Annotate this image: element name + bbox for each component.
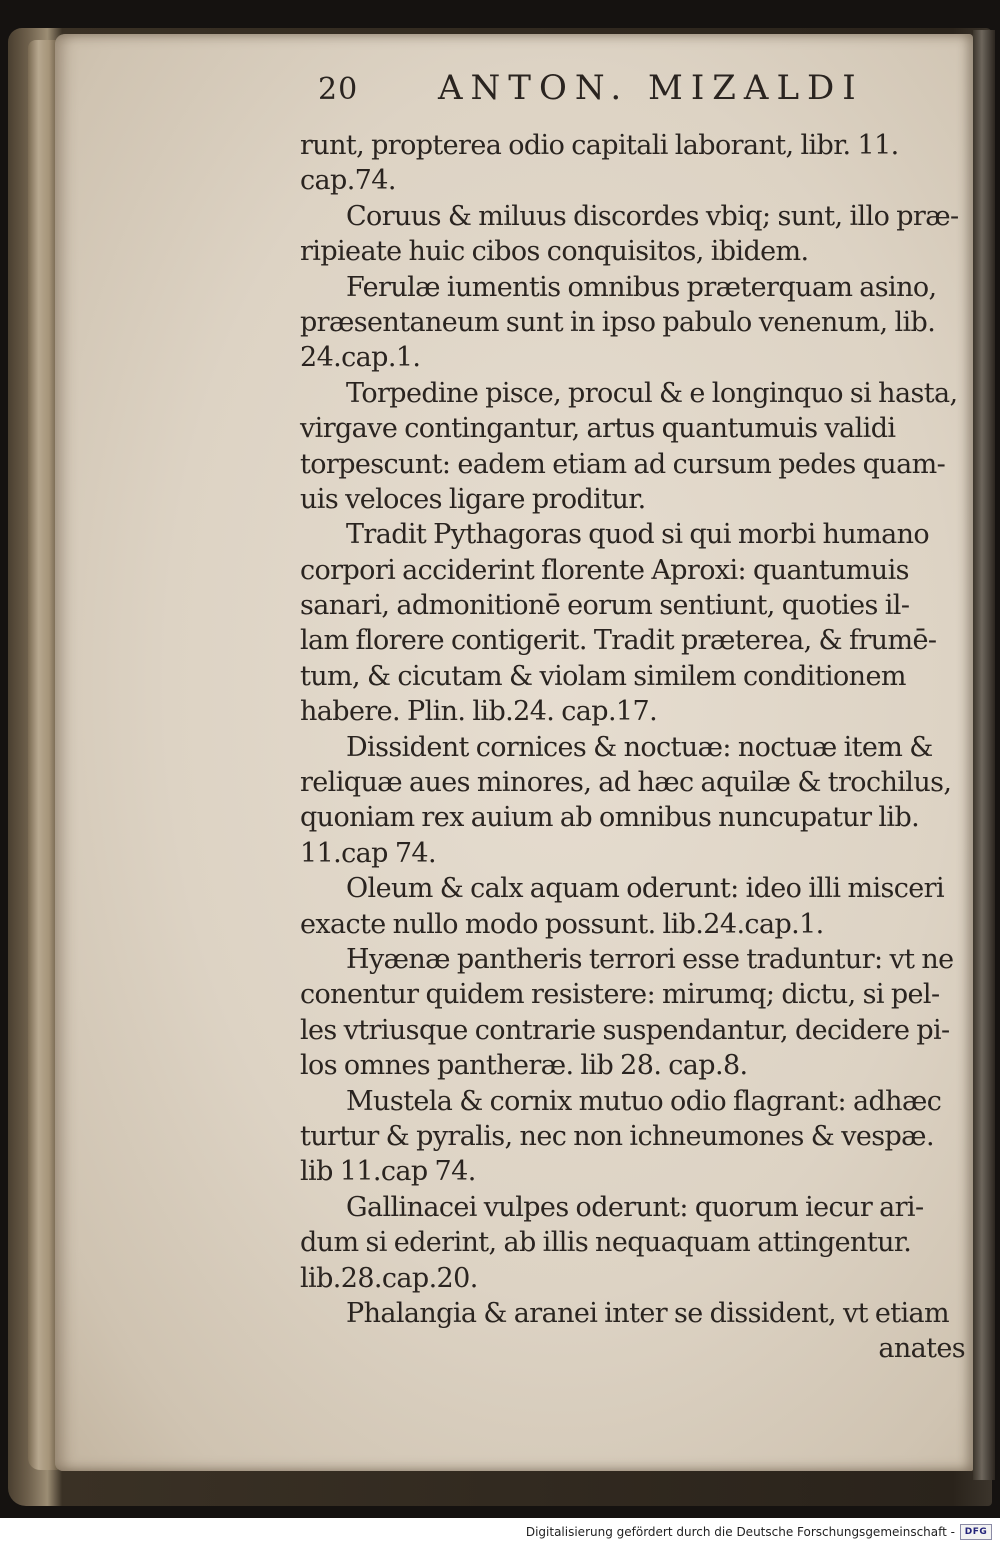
text-line: runt, propterea odio capitali laborant, libr. 11.: [300, 130, 899, 161]
text-line: dum si ederint, ab illis nequaquam attingentur.: [300, 1227, 912, 1259]
text-line: habere. Plin. lib.24. cap.17.: [300, 696, 658, 728]
text-line: lib.28.cap.20.: [300, 1262, 478, 1294]
text-line: Torpedine pisce, procul & e longinquo si hasta,: [346, 377, 958, 409]
text-line: reliquæ aues minores, ad hæc aquilæ & trochilus,: [300, 767, 952, 799]
text-line: sanari, admonitionē eorum sentiunt, quoties il-: [300, 590, 910, 622]
text-line: Ferulæ iumentis omnibus præterquam asino,: [346, 271, 937, 303]
text-line: uis veloces ligare proditur.: [300, 483, 646, 515]
text-line: Hyænæ pantheris terrori esse traduntur: vt ne: [346, 943, 954, 975]
text-line: præsentaneum sunt in ipso pabulo venenum, lib.: [300, 306, 936, 338]
page-stack-left: [28, 40, 58, 1470]
text-line: Dissident cornices & noctuæ: noctuæ item &: [346, 731, 933, 763]
text-line: Tradit Pythagoras quod si qui morbi humano: [346, 519, 930, 551]
text-line: Gallinacei vulpes oderunt: quorum iecur ari-: [346, 1191, 924, 1223]
text-line: ripieate huic cibos conquisitos, ibidem.: [300, 236, 809, 268]
text-line: virgave contingantur, artus quantumuis validi: [300, 413, 896, 445]
text-line: 11.cap 74.: [300, 837, 436, 869]
text-line: Oleum & calx aquam oderunt: ideo illi misceri: [346, 873, 944, 905]
funding-credit: Digitalisierung gefördert durch die Deutsche Forschungsgemeinschaft -: [525, 1525, 955, 1539]
page-number: 20: [318, 72, 359, 107]
text-line: conentur quidem resistere: mirumq; dictu, si pel-: [300, 979, 940, 1011]
text-line: quoniam rex auium ab omnibus nuncupatur lib.: [300, 802, 920, 834]
text-line: Phalangia & aranei inter se dissident, vt etiam: [346, 1297, 950, 1329]
text-line: 24.cap.1.: [300, 342, 421, 374]
text-line: Coruus & miluus discordes vbiq; sunt, illo præ-: [346, 200, 959, 232]
running-head: [300, 60, 990, 128]
page-text-block: [300, 60, 990, 1367]
text-line: les vtriusque contrarie suspendantur, decidere pi-: [300, 1014, 950, 1046]
text-line: turtur & pyralis, nec non ichneumones & vespæ.: [300, 1120, 934, 1152]
dfg-logo: DFG: [960, 1524, 992, 1540]
catchword: anates: [878, 1333, 965, 1365]
text-line: cap.74.: [300, 165, 396, 197]
text-line: los omnes pantheræ. lib 28. cap.8.: [300, 1050, 748, 1082]
text-line: Mustela & cornix mutuo odio flagrant: adhæc: [346, 1085, 942, 1117]
text-line: lam florere contigerit. Tradit præterea, & frumē-: [300, 625, 937, 657]
text-line: exacte nullo modo possunt. lib.24.cap.1.: [300, 908, 824, 940]
running-title: ANTON. MIZALDI: [438, 68, 864, 108]
text-line: torpescunt: eadem etiam ad cursum pedes quam-: [300, 448, 946, 480]
text-line: corpori acciderint florente Aproxi: quantumuis: [300, 554, 909, 586]
text-line: tum, & cicutam & violam similem conditionem: [300, 660, 906, 692]
text-line: lib 11.cap 74.: [300, 1156, 476, 1188]
